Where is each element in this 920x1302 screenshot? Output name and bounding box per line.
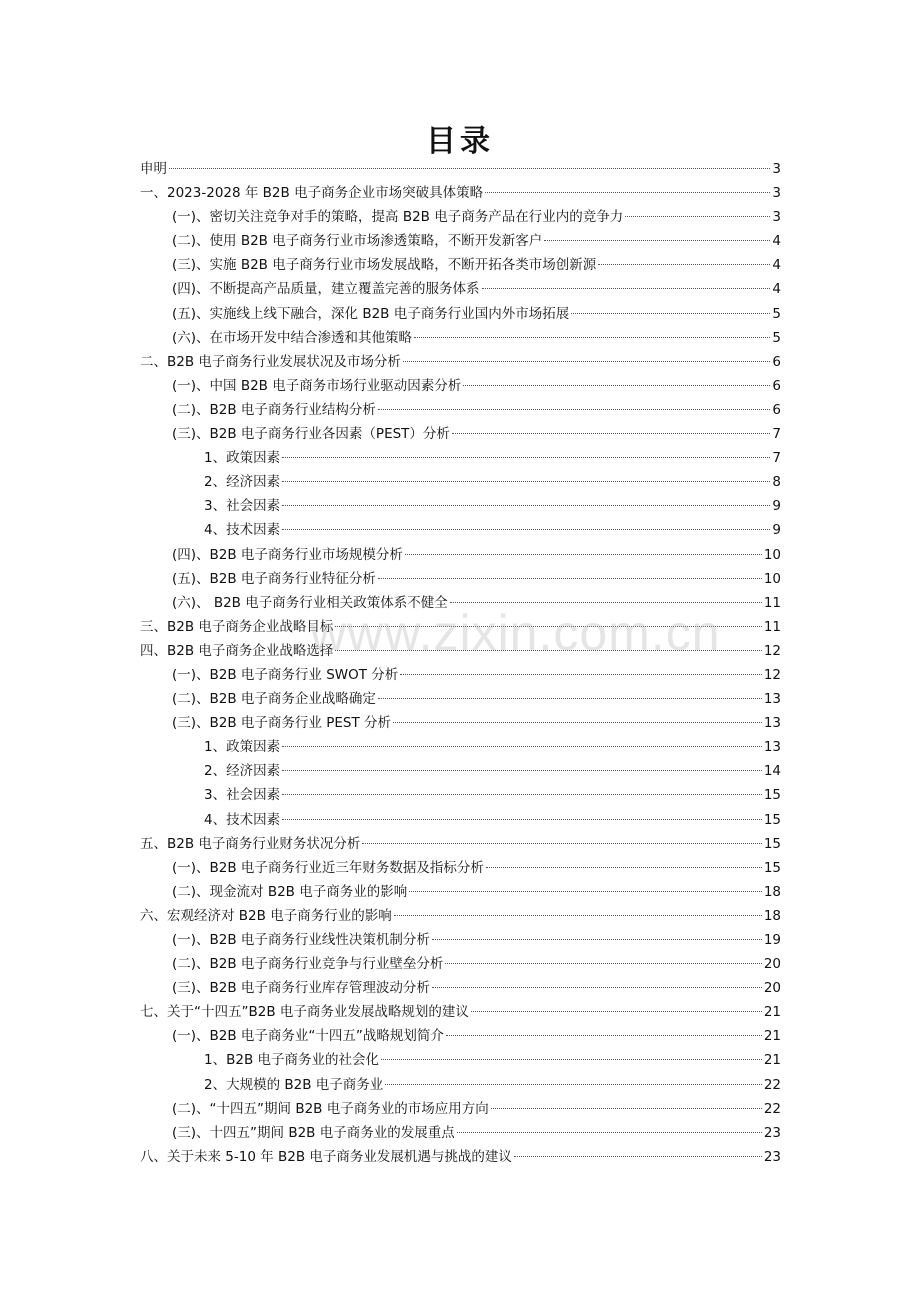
toc-entry[interactable] [140,615,781,639]
toc-entry-title: 4、技术因素 [204,811,281,828]
toc-entry[interactable] [140,1121,781,1145]
toc-entry-title: 四、B2B 电子商务企业战略选择 [140,642,334,659]
toc-entry-page: 15 [763,859,781,876]
toc-entry-title: (二)、B2B 电子商务行业结构分析 [172,401,376,418]
toc-entry-title: (二)、“十四五”期间 B2B 电子商务业的市场应用方向 [172,1100,489,1117]
toc-entry-title: (二)、B2B 电子商务企业战略确定 [172,691,376,708]
toc-entry-page: 15 [763,835,781,852]
toc-entry-page: 15 [763,787,781,804]
toc-entry-title: (一)、B2B 电子商务行业线性决策机制分析 [172,932,430,948]
toc-entry-title: (二)、B2B 电子商务行业竞争与行业壁垒分析 [172,956,444,973]
toc-entry-title: 二、B2B 电子商务行业发展状况及市场分析 [140,353,401,370]
toc-entry-page: 5 [772,305,781,322]
toc-dot-leader [432,987,762,988]
toc-entry[interactable] [140,229,781,253]
toc-entry-page: 23 [763,1124,781,1141]
toc-entry-title: 一、2023-2028 年 B2B 电子商务企业市场突破具体策略 [140,185,484,202]
toc-entry-title: (一)、B2B 电子商务业“十四五”战略规划简介 [172,1028,444,1045]
toc-dot-leader [457,1132,762,1133]
toc-entry[interactable] [140,904,781,928]
toc-entry-page: 8 [772,474,781,491]
toc-entry[interactable] [140,976,781,1000]
toc-dot-leader [282,457,770,458]
toc-entry[interactable] [140,567,781,591]
toc-entry-page: 6 [772,377,781,394]
toc-dot-leader [381,1059,762,1060]
toc-entry-title: 4、技术因素 [204,522,281,539]
toc-entry[interactable] [140,663,781,687]
toc-dot-leader [452,433,770,434]
toc-entry-title: (五)、实施线上线下融合，深化 B2B 电子商务行业国内外市场拓展 [172,305,570,322]
toc-entry-page: 13 [763,715,781,732]
toc-entry[interactable] [140,374,781,398]
toc-entry-page: 21 [763,1052,781,1069]
toc-entry[interactable] [140,253,781,277]
toc-entry-page: 7 [772,426,781,443]
toc-entry-page: 10 [763,570,781,587]
toc-entry[interactable] [140,446,781,470]
toc-entry-title: (一)、B2B 电子商务行业 SWOT 分析 [172,666,399,683]
toc-dot-leader [362,843,761,844]
toc-entry-title: (三)、B2B 电子商务行业库存管理波动分析 [172,980,430,997]
toc-entry[interactable] [140,350,781,374]
toc-dot-leader [169,168,770,169]
toc-entry-page: 3 [772,209,781,226]
toc-dot-leader [385,1084,762,1085]
toc-entry-title: 3、社会因素 [204,498,281,515]
toc-entry-title: 2、经济因素 [204,763,281,780]
toc-dot-leader [394,915,762,916]
toc-entry-page: 23 [763,1148,781,1165]
toc-entry-title: 八、关于未来 5-10 年 B2B 电子商务业发展机遇与挑战的建议 [140,1148,512,1165]
toc-entry-title: 六、宏观经济对 B2B 电子商务行业的影响 [140,907,392,924]
toc-entry-title: (二)、使用 B2B 电子商务行业市场渗透策略，不断开发新客户 [172,233,543,250]
toc-entry-title: (四)、不断提高产品质量，建立覆盖完善的服务体系 [172,281,480,298]
toc-entry[interactable] [140,326,781,350]
toc-dot-leader [486,867,762,868]
toc-entry-title: 1、政策因素 [204,450,281,467]
toc-entry-title: (四)、B2B 电子商务行业市场规模分析 [172,546,403,563]
toc-entry-title: 3、社会因素 [204,787,281,804]
toc-dot-leader [598,264,770,265]
toc-entry-page: 9 [772,522,781,539]
page-title: 目录 [426,124,494,159]
toc-entry[interactable] [140,1145,781,1169]
toc-dot-leader [378,409,770,410]
toc-dot-leader [282,505,770,506]
toc-entry-page: 22 [763,1076,781,1093]
toc-entry-title: (一)、密切关注竞争对手的策略，提高 B2B 电子商务产品在行业内的竞争力 [172,209,624,226]
toc-entry[interactable] [140,808,781,832]
watermark: www.zixin.com.cn [310,605,721,661]
toc-dot-leader [463,385,770,386]
toc-entry-title: 三、B2B 电子商务企业战略目标 [140,618,334,635]
toc-dot-leader [450,602,762,603]
toc-entry-title: 1、政策因素 [204,739,281,756]
toc-entry[interactable] [140,277,781,301]
toc-dot-leader [432,939,762,940]
table-of-contents [140,157,781,1169]
toc-entry[interactable] [140,302,781,326]
toc-entry-page: 14 [763,763,781,780]
toc-entry-title: 2、大规模的 B2B 电子商务业 [204,1076,384,1093]
toc-dot-leader [378,578,762,579]
toc-entry-title: (三)、B2B 电子商务行业各因素（PEST）分析 [172,426,450,443]
toc-dot-leader [446,1035,762,1036]
toc-entry-page: 21 [763,1004,781,1021]
toc-dot-leader [409,891,762,892]
toc-entry-page: 11 [763,594,781,611]
toc-entry-page: 6 [772,353,781,370]
toc-entry-title: (六)、在市场开发中结合渗透和其他策略 [172,329,413,346]
toc-entry[interactable] [140,591,781,615]
toc-entry-page: 15 [763,811,781,828]
toc-entry-page: 18 [763,883,781,900]
toc-entry[interactable] [140,518,781,542]
toc-entry-title: (二)、现金流对 B2B 电子商务业的影响 [172,883,408,900]
toc-entry-page: 21 [763,1028,781,1045]
toc-dot-leader [571,313,770,314]
toc-entry-page: 19 [763,932,781,948]
toc-entry-page: 10 [763,546,781,563]
toc-dot-leader [491,1108,762,1109]
toc-dot-leader [414,337,770,338]
toc-dot-leader [482,288,771,289]
toc-dot-leader [282,770,762,771]
toc-entry[interactable] [140,1048,781,1072]
toc-entry[interactable] [140,157,781,181]
toc-dot-leader [471,1011,762,1012]
toc-entry-title: 1、B2B 电子商务业的社会化 [204,1052,379,1069]
toc-dot-leader [378,698,762,699]
toc-dot-leader [485,192,770,193]
toc-entry[interactable] [140,1097,781,1121]
toc-entry-page: 22 [763,1100,781,1117]
toc-dot-leader [282,746,762,747]
toc-entry-page: 7 [772,450,781,467]
toc-entry-page: 20 [763,956,781,973]
toc-entry[interactable] [140,470,781,494]
toc-dot-leader [335,650,761,651]
toc-entry-page: 6 [772,401,781,418]
toc-entry-page: 4 [772,257,781,274]
toc-entry[interactable] [140,952,781,976]
toc-entry-page: 20 [763,980,781,997]
toc-entry-title: (一)、B2B 电子商务行业近三年财务数据及指标分析 [172,859,484,876]
toc-entry-page: 13 [763,691,781,708]
toc-dot-leader [405,554,762,555]
toc-entry[interactable] [140,639,781,663]
toc-entry-page: 3 [772,161,781,177]
toc-dot-leader [445,963,761,964]
toc-entry[interactable] [140,1024,781,1048]
toc-dot-leader [544,240,770,241]
toc-entry[interactable] [140,783,781,807]
toc-entry[interactable] [140,205,781,229]
toc-dot-leader [400,674,762,675]
toc-entry-page: 9 [772,498,781,515]
toc-entry-title: (三)、B2B 电子商务行业 PEST 分析 [172,715,392,732]
toc-entry-title: 五、B2B 电子商务行业财务状况分析 [140,835,361,852]
toc-dot-leader [282,529,770,530]
toc-entry-page: 5 [772,329,781,346]
toc-entry-title: 申明 [140,161,167,177]
toc-dot-leader [335,626,761,627]
toc-entry-title: (三)、实施 B2B 电子商务行业市场发展战略，不断开拓各类市场创新源 [172,257,597,274]
toc-entry-title: (一)、中国 B2B 电子商务市场行业驱动因素分析 [172,377,462,394]
toc-dot-leader [514,1156,762,1157]
toc-entry[interactable] [140,856,781,880]
toc-entry-page: 3 [772,185,781,202]
toc-entry[interactable] [140,1073,781,1097]
toc-entry[interactable] [140,181,781,205]
toc-entry-title: (五)、B2B 电子商务行业特征分析 [172,570,376,587]
toc-entry-title: (三)、十四五”期间 B2B 电子商务业的发展重点 [172,1124,455,1141]
toc-dot-leader [282,794,762,795]
toc-entry[interactable] [140,543,781,567]
toc-entry-page: 13 [763,739,781,756]
toc-entry-title: (六)、 B2B 电子商务行业相关政策体系不健全 [172,594,448,611]
toc-entry[interactable] [140,494,781,518]
toc-entry-page: 18 [763,907,781,924]
toc-entry[interactable] [140,1000,781,1024]
toc-dot-leader [282,481,770,482]
toc-entry[interactable] [140,832,781,856]
toc-entry-page: 11 [763,618,781,635]
toc-entry[interactable] [140,928,781,952]
toc-entry[interactable] [140,735,781,759]
toc-dot-leader [282,819,762,820]
toc-entry-page: 4 [772,233,781,250]
toc-dot-leader [403,361,771,362]
toc-entry-title: 七、关于“十四五”B2B 电子商务业发展战略规划的建议 [140,1004,469,1021]
toc-entry[interactable] [140,880,781,904]
toc-entry[interactable] [140,687,781,711]
toc-entry[interactable] [140,422,781,446]
toc-entry-page: 4 [772,281,781,298]
toc-entry-title: 2、经济因素 [204,474,281,491]
toc-entry[interactable] [140,711,781,735]
toc-entry[interactable] [140,759,781,783]
toc-dot-leader [625,216,770,217]
toc-entry-page: 12 [763,642,781,659]
toc-entry-page: 12 [763,666,781,683]
toc-entry[interactable] [140,398,781,422]
toc-dot-leader [393,722,762,723]
